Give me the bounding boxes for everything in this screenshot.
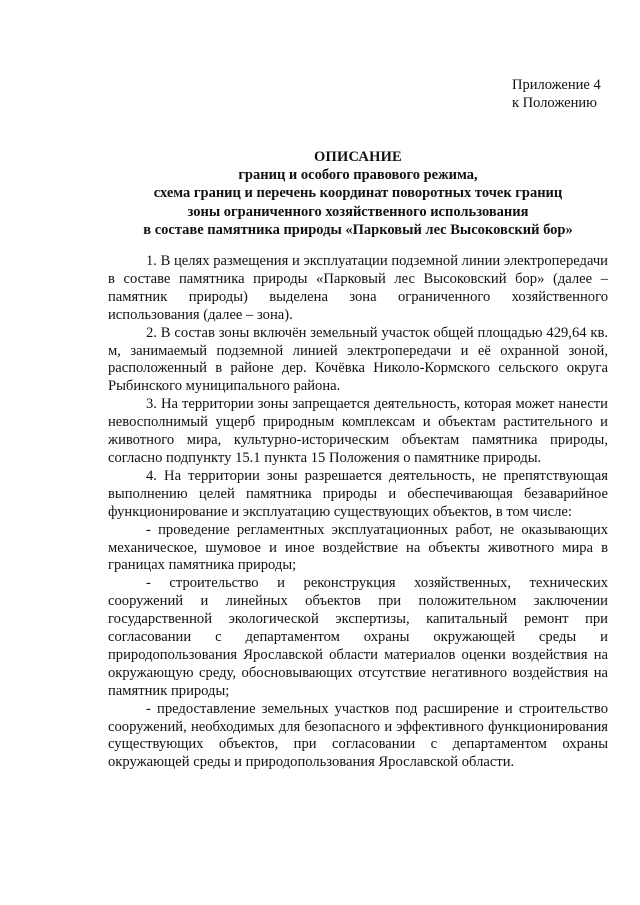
paragraph-3: 3. На территории зоны запрещается деятельность, которая может нанести невосполнимый ущерб природным комплексам и объектам растительного и животного мира, культурно-историческим объектам памятника природы, согласно подпункту 15.1 пункта 15 Положения о памятнике природы. [108,396,608,466]
appendix-note [512,76,601,112]
paragraph-1: 1. В целях размещения и эксплуатации подземной линии электропередачи в составе памятника природы «Парковый лес Высоковский бор» (далее – памятник природы) выделена зона ограниченного хозяйственного использования (далее – зона). [108,253,608,323]
appendix-number: Приложение 4 [512,77,601,93]
list-item-land-allocation: - предоставление земельных участков под расширение и строительство сооружений, необходимых для безопасного и эффективного функционирования существующих объектов, при согласовании с департаментом охраны окружающей среды и природопользования Ярославской области. [108,700,608,771]
list-item-maintenance: - проведение регламентных эксплуатационных работ, не оказывающих механическое, шумовое и иное воздействие на объекты животного мира в границах памятника природы; [108,521,608,574]
paragraph-4: 4. На территории зоны разрешается деятельность, не препятствующая выполнению целей памятника природы и обеспечивающая безаварийное функционирование и эксплуатацию существующих объектов, в том числе: [108,467,608,520]
heading-line-3: зоны ограниченного хозяйственного использования [187,203,529,220]
document-heading [108,148,608,239]
heading-line-1: границ и особого правового режима, [238,167,478,184]
paragraph-2: 2. В состав зоны включён земельный участок общей площадью 429,64 кв. м, занимаемый подземной линией электропередачи и её охранной зоной, расположенный в районе дер. Кочёвка Николо-Кормского сельского округа Рыбинского муниципального района. [108,324,608,395]
heading-line-2: схема границ и перечень координат поворотных точек границ [153,185,563,202]
heading-line-4: в составе памятника природы «Парковый лес Высоковский бор» [143,221,573,238]
appendix-reference: к Положению [512,95,597,111]
document-body [108,253,608,772]
heading-title: ОПИСАНИЕ [314,149,402,165]
list-item-construction: - строительство и реконструкция хозяйственных, технических сооружений и линейных объектов при положительном заключении государственной экологической экспертизы, капитальный ремонт при согласовании с департаментом охраны окружающей среды и природопользования Ярославской области материалов оценки воздействия на окружающую среду, обосновывающих отсутствие негативного воздействия на памятник природы; [108,575,608,699]
